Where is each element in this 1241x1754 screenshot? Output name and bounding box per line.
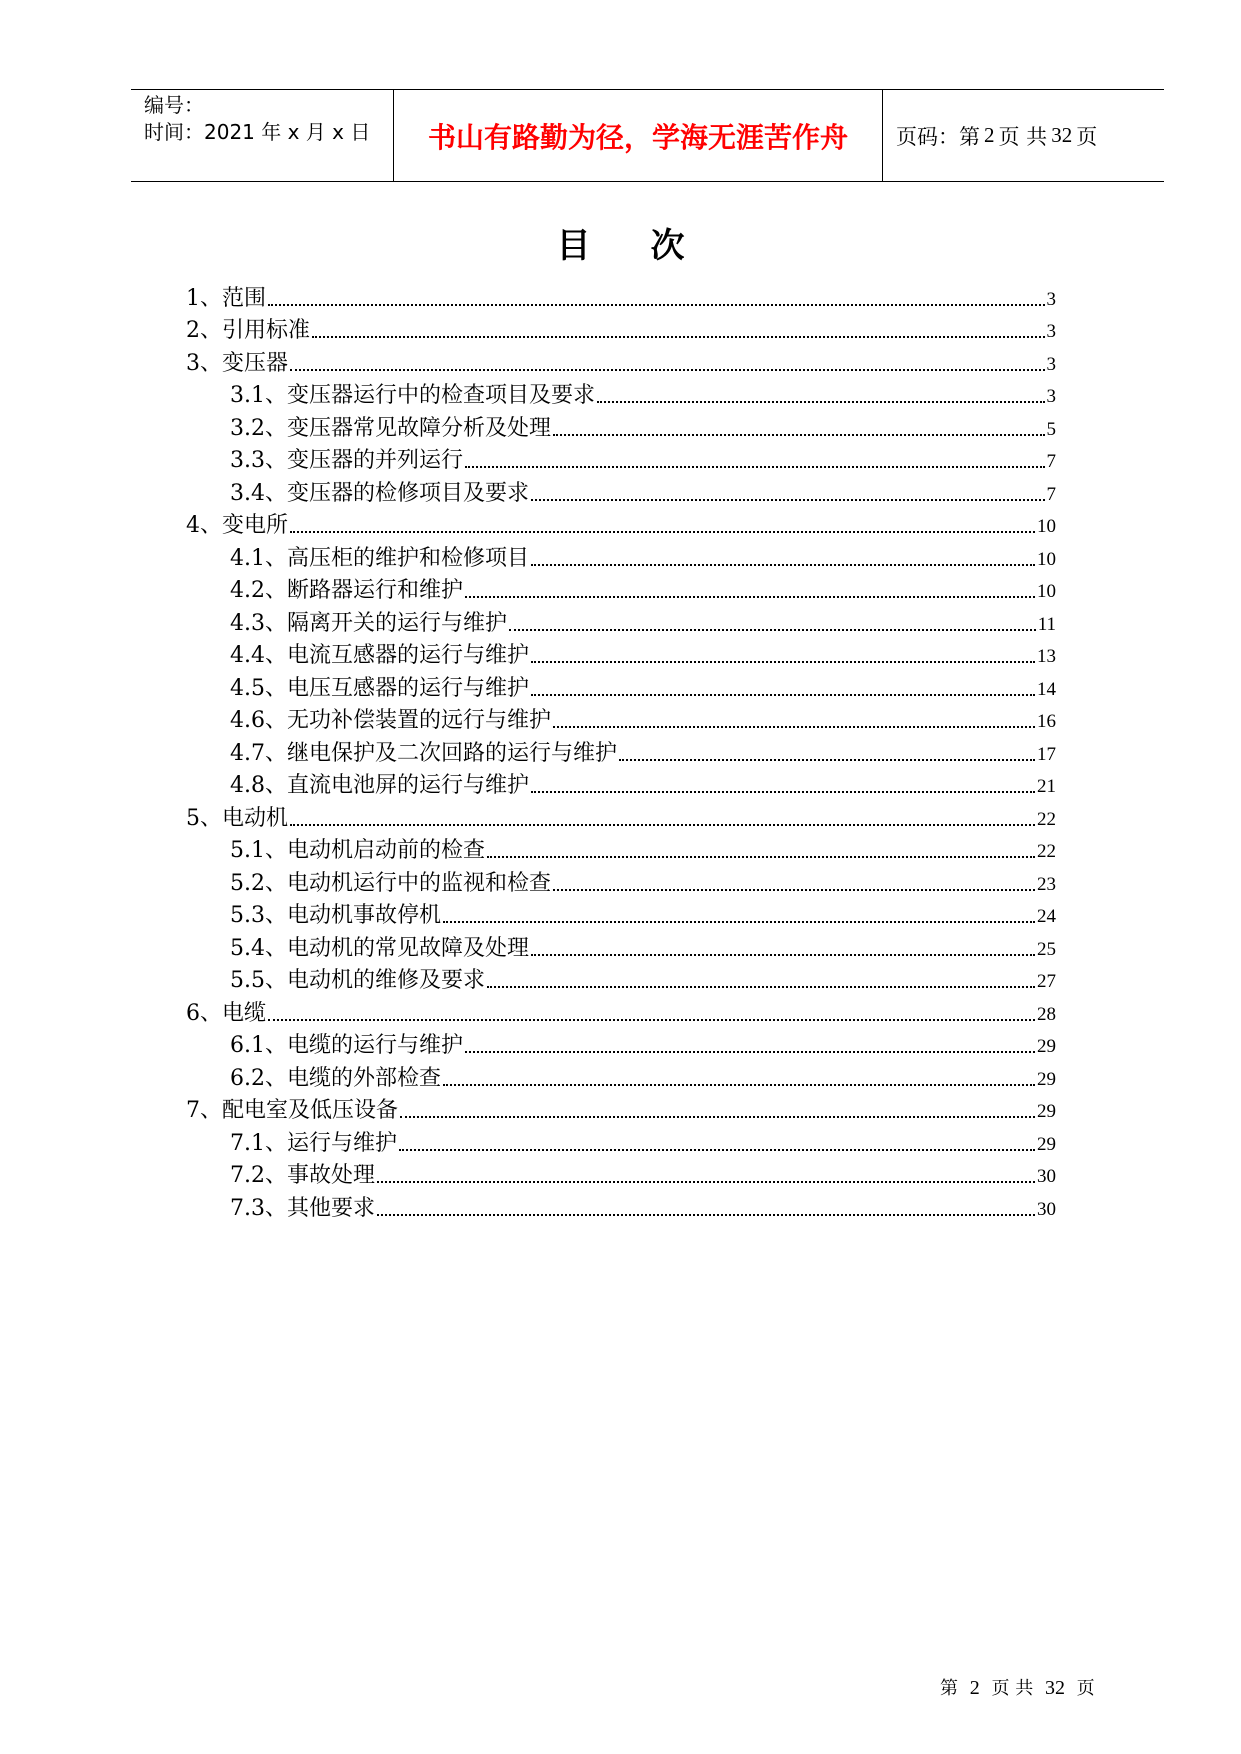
toc-entry[interactable]: [186, 279, 1056, 312]
toc-entry-page: 30: [1037, 1166, 1056, 1187]
toc-entry[interactable]: [186, 409, 1056, 442]
toc-dot-leader: [531, 791, 1035, 793]
toc-entry-label: 6、电缆: [186, 1000, 266, 1026]
toc-dot-leader: [290, 531, 1035, 533]
toc-dot-leader: [400, 1116, 1035, 1118]
toc-entry-page: 24: [1037, 906, 1056, 927]
toc-entry-page: 10: [1037, 548, 1056, 570]
toc-entry[interactable]: [186, 442, 1056, 475]
toc-entry[interactable]: [186, 474, 1056, 507]
toc-entry-label: 4.7、继电保护及二次回路的运行与维护: [230, 740, 617, 766]
header-page-indicator: [883, 90, 1164, 181]
toc-entry[interactable]: [186, 929, 1056, 962]
toc-entry-page: 23: [1037, 873, 1056, 895]
toc-entry-label: 5.3、电动机事故停机: [230, 903, 441, 928]
toc-dot-leader: [597, 401, 1045, 403]
toc-entry-page: 7: [1046, 483, 1056, 505]
toc-dot-leader: [377, 1214, 1035, 1216]
toc-entry[interactable]: [186, 767, 1056, 800]
toc-entry-label: 2、引用标准: [186, 318, 310, 343]
header-page-current: 2: [984, 123, 995, 147]
toc-dot-leader: [509, 629, 1036, 631]
toc-entry-page: 11: [1037, 613, 1056, 635]
toc-dot-leader: [487, 986, 1035, 988]
toc-entry-label: 7、配电室及低压设备: [186, 1098, 398, 1123]
toc-entry[interactable]: [186, 572, 1056, 605]
toc-entry[interactable]: [186, 799, 1056, 832]
toc-entry[interactable]: [186, 897, 1056, 930]
page-footer: [940, 1674, 1095, 1700]
toc-entry[interactable]: [186, 312, 1056, 345]
toc-entry[interactable]: [186, 604, 1056, 637]
toc-entry-label: 1、范围: [186, 285, 266, 311]
toc-entry[interactable]: [186, 539, 1056, 572]
toc-entry[interactable]: [186, 962, 1056, 995]
toc-entry-label: 5.2、电动机运行中的监视和检查: [230, 870, 551, 896]
toc-entry[interactable]: [186, 637, 1056, 670]
toc-entry[interactable]: [186, 832, 1056, 865]
toc-entry-page: 25: [1037, 938, 1056, 960]
toc-entry[interactable]: [186, 864, 1056, 897]
toc-dot-leader: [531, 564, 1035, 566]
toc-entry[interactable]: [186, 702, 1056, 735]
toc-dot-leader: [268, 304, 1045, 306]
toc-entry-page: 22: [1037, 841, 1056, 862]
toc-entry-label: 4.3、隔离开关的运行与维护: [230, 610, 507, 636]
toc-entry-label: 5、电动机: [186, 805, 288, 831]
toc-dot-leader: [268, 1019, 1035, 1021]
toc-entry-label: 4.5、电压互感器的运行与维护: [230, 675, 529, 701]
toc-entry-label: 6.2、电缆的外部检查: [230, 1065, 441, 1091]
toc-entry[interactable]: [186, 734, 1056, 767]
footer-current-page: 2: [969, 1677, 980, 1699]
toc-dot-leader: [531, 499, 1045, 501]
toc-entry-page: 10: [1037, 581, 1056, 602]
toc-entry-label: 3.4、变压器的检修项目及要求: [230, 480, 529, 506]
toc-dot-leader: [443, 1084, 1035, 1086]
toc-title: [0, 218, 1241, 267]
toc-dot-leader: [531, 661, 1035, 663]
toc-dot-leader: [465, 1051, 1035, 1053]
toc-entry-page: 27: [1037, 971, 1056, 992]
table-of-contents: [186, 279, 1056, 1222]
toc-entry-label: 7.2、事故处理: [230, 1163, 375, 1188]
header-page-total: 32: [1051, 123, 1073, 147]
toc-entry-label: 5.1、电动机启动前的检查: [230, 838, 485, 863]
toc-entry-page: 21: [1037, 776, 1056, 797]
toc-entry-label: 3.3、变压器的并列运行: [230, 448, 463, 473]
toc-entry-page: 29: [1037, 1036, 1056, 1057]
toc-dot-leader: [377, 1181, 1035, 1183]
toc-entry-page: 3: [1046, 386, 1056, 407]
toc-entry-page: 10: [1037, 516, 1056, 537]
toc-dot-leader: [290, 824, 1035, 826]
toc-dot-leader: [312, 336, 1045, 338]
header-motto: 书山有路勤为径，学海无涯苦作舟: [427, 120, 848, 154]
toc-dot-leader: [531, 694, 1035, 696]
toc-dot-leader: [465, 596, 1035, 598]
toc-entry[interactable]: [186, 344, 1056, 377]
toc-dot-leader: [553, 434, 1045, 436]
footer-suffix: 页: [1076, 1678, 1095, 1699]
toc-entry-label: 4.8、直流电池屏的运行与维护: [230, 773, 529, 798]
footer-total-pages: 32: [1044, 1677, 1065, 1699]
toc-dot-leader: [290, 369, 1045, 371]
toc-entry-page: 29: [1037, 1068, 1056, 1090]
toc-entry[interactable]: [186, 507, 1056, 540]
toc-entry[interactable]: [186, 1092, 1056, 1125]
toc-entry[interactable]: [186, 1027, 1056, 1060]
toc-entry-label: 4.6、无功补偿装置的远行与维护: [230, 708, 551, 733]
toc-entry-label: 5.5、电动机的维修及要求: [230, 968, 485, 993]
toc-entry[interactable]: [186, 1189, 1056, 1222]
toc-dot-leader: [487, 856, 1035, 858]
toc-entry-page: 3: [1046, 353, 1056, 375]
toc-entry-page: 13: [1037, 646, 1056, 667]
toc-entry-label: 4.4、电流互感器的运行与维护: [230, 643, 529, 668]
toc-entry[interactable]: [186, 669, 1056, 702]
toc-entry-page: 3: [1046, 288, 1056, 310]
toc-entry-page: 22: [1037, 808, 1056, 830]
footer-mid: 页 共: [991, 1678, 1034, 1699]
toc-entry[interactable]: [186, 1157, 1056, 1190]
document-number-label: 编号：: [144, 93, 204, 117]
toc-entry[interactable]: [186, 1124, 1056, 1157]
toc-entry[interactable]: [186, 377, 1056, 410]
toc-entry-page: 29: [1037, 1133, 1056, 1155]
toc-dot-leader: [399, 1149, 1035, 1151]
toc-entry-label: 5.4、电动机的常见故障及处理: [230, 935, 529, 961]
toc-title-text: 目次: [556, 226, 745, 266]
document-time-label: 时间：2021 年 x 月 x 日: [144, 120, 371, 144]
header-page-prefix: 页码：第: [896, 124, 980, 149]
toc-entry-page: 3: [1046, 321, 1056, 342]
toc-entry-label: 6.1、电缆的运行与维护: [230, 1033, 463, 1058]
toc-dot-leader: [553, 889, 1035, 891]
toc-entry-page: 14: [1037, 678, 1056, 700]
toc-dot-leader: [531, 954, 1035, 956]
header-page-mid: 页 共: [998, 124, 1048, 149]
header-meta: [144, 92, 394, 146]
toc-entry-page: 30: [1037, 1198, 1056, 1220]
footer-prefix: 第: [940, 1678, 958, 1699]
toc-entry-label: 7.1、运行与维护: [230, 1130, 397, 1156]
toc-entry-page: 29: [1037, 1101, 1056, 1122]
toc-entry-label: 3、变压器: [186, 350, 288, 376]
header-page-suffix: 页: [1076, 124, 1098, 149]
toc-dot-leader: [465, 466, 1045, 468]
toc-entry-label: 7.3、其他要求: [230, 1195, 375, 1221]
toc-dot-leader: [619, 759, 1035, 761]
toc-entry[interactable]: [186, 994, 1056, 1027]
document-header: [131, 89, 1164, 182]
toc-entry-page: 17: [1037, 743, 1056, 765]
toc-entry-page: 7: [1046, 451, 1056, 472]
toc-entry-label: 4.1、高压柜的维护和检修项目: [230, 545, 529, 571]
toc-entry-label: 4.2、断路器运行和维护: [230, 578, 463, 603]
toc-entry-label: 3.2、变压器常见故障分析及处理: [230, 415, 551, 441]
toc-entry-page: 16: [1037, 711, 1056, 732]
toc-dot-leader: [443, 921, 1035, 923]
toc-dot-leader: [553, 726, 1035, 728]
toc-entry[interactable]: [186, 1059, 1056, 1092]
toc-entry-label: 3.1、变压器运行中的检查项目及要求: [230, 383, 595, 408]
toc-entry-page: 5: [1046, 418, 1056, 440]
toc-entry-page: 28: [1037, 1003, 1056, 1025]
toc-entry-label: 4、变电所: [186, 513, 288, 538]
